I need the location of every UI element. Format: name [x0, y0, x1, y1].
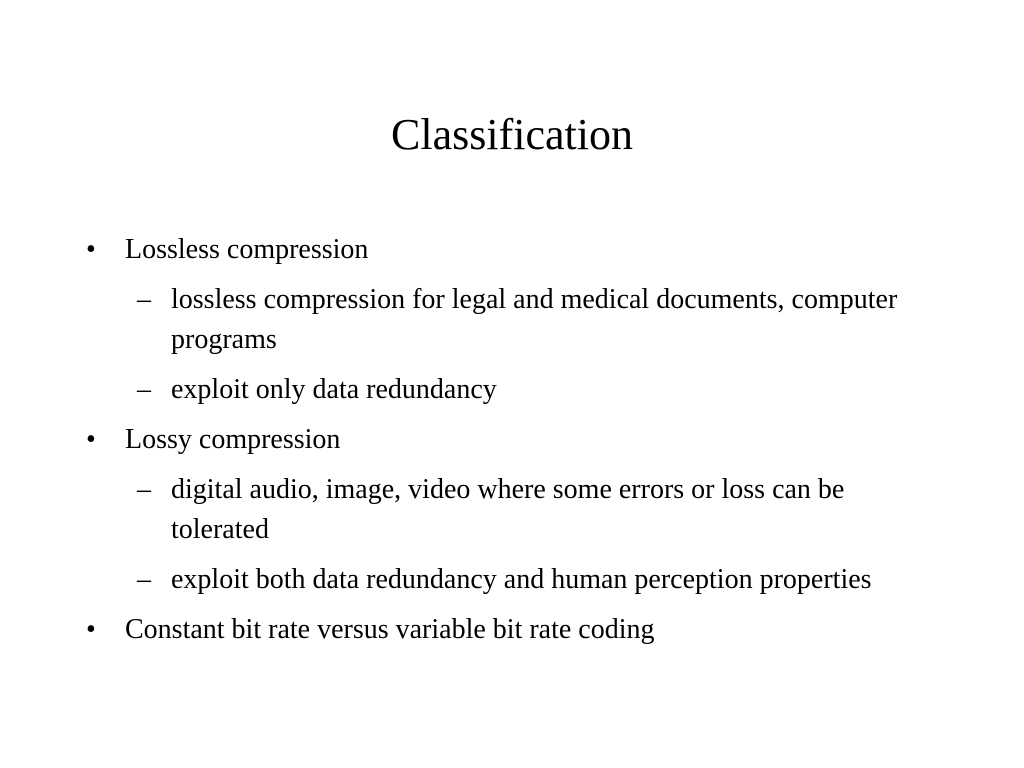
bullet-marker: •: [86, 234, 96, 265]
bullet-text: Lossless compression: [125, 234, 369, 265]
sub-bullet-marker: –: [137, 374, 151, 405]
slide-title: Classification: [391, 110, 633, 159]
sub-bullet-text: lossless compression for legal and medical documents, computer programs: [171, 284, 898, 355]
sub-bullet-text: digital audio, image, video where some errors or loss can be tolerated: [171, 474, 845, 545]
slide-body: [0, 230, 1024, 660]
sub-bullet-item: [0, 470, 931, 550]
sub-bullet-marker: –: [137, 284, 151, 315]
sub-bullet-text: exploit both data redundancy and human perception properties: [171, 564, 872, 595]
bullet-item: [0, 230, 925, 270]
sub-bullet-item: [0, 560, 931, 600]
sub-bullet-item: [0, 370, 931, 410]
bullet-text: Constant bit rate versus variable bit rate coding: [125, 614, 655, 645]
bullet-item: [0, 610, 925, 650]
sub-bullet-marker: –: [137, 564, 151, 595]
bullet-marker: •: [86, 614, 96, 645]
bullet-item: [0, 420, 925, 460]
sub-bullet-text: exploit only data redundancy: [171, 374, 497, 405]
sub-bullet-item: [0, 280, 931, 360]
bullet-marker: •: [86, 424, 96, 455]
sub-bullet-marker: –: [137, 474, 151, 505]
bullet-text: Lossy compression: [125, 424, 341, 455]
